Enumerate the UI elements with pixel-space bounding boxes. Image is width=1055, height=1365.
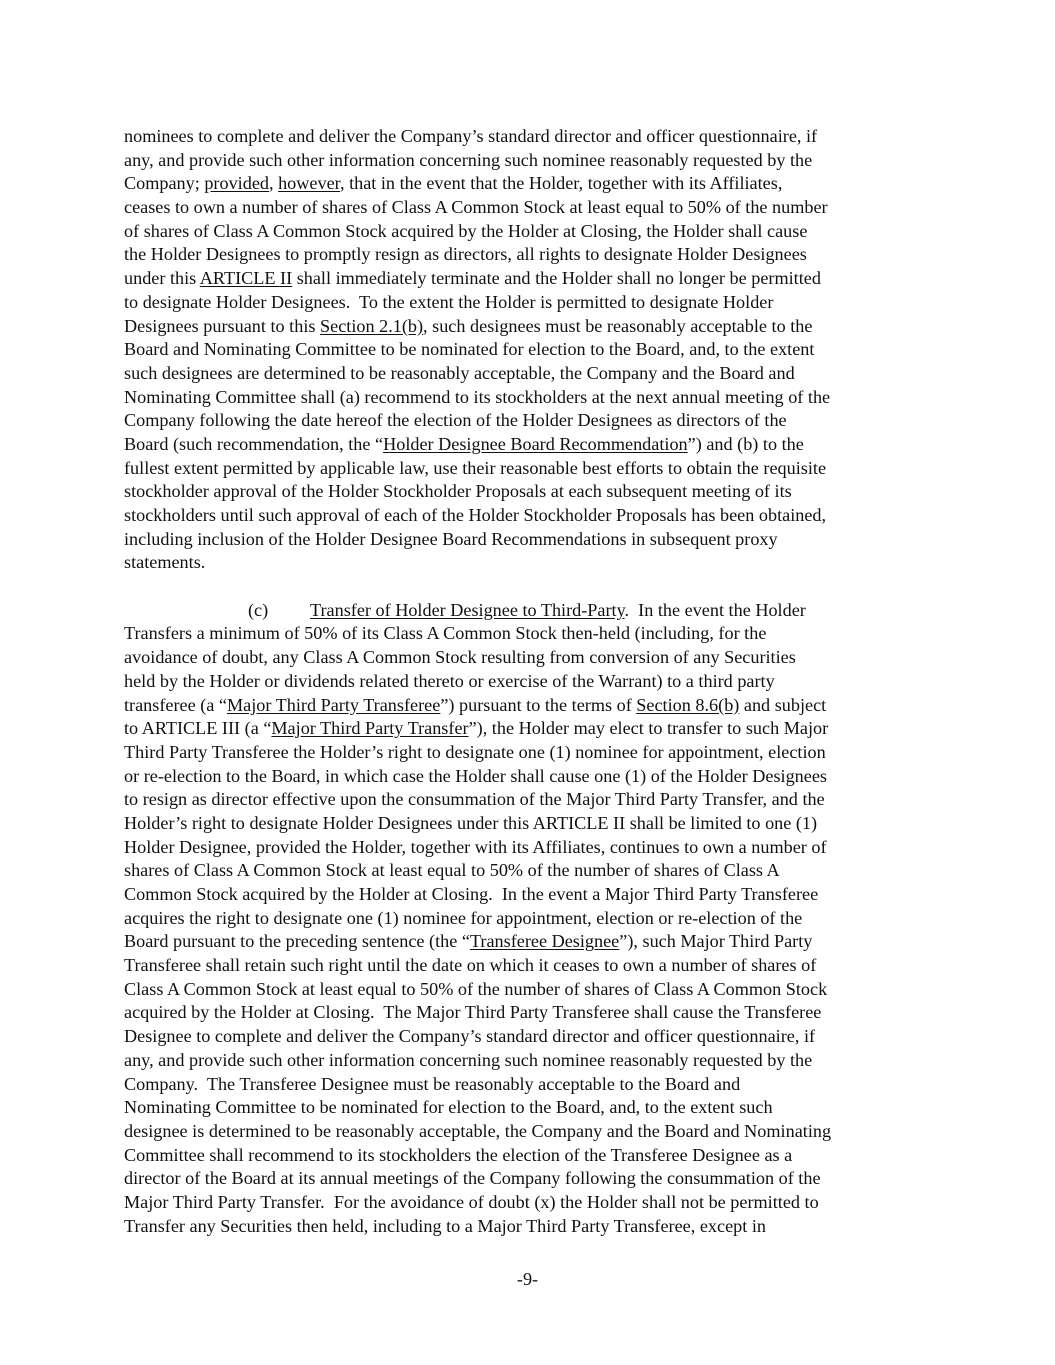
text-line: under this ARTICLE II shall immediately terminate and the Holder shall no longer be permitted (124, 268, 821, 289)
defined-term-transferee-designee: Transferee Designee (469, 931, 620, 952)
however-term: however (278, 173, 340, 194)
defined-term-major-third-party-transferee: Major Third Party Transferee (226, 694, 441, 715)
text-line: the Holder Designees to promptly resign as directors, all rights to designate Holder Designees (124, 244, 807, 265)
text-line: Board (such recommendation, the “Holder Designee Board Recommendation”) and (b) to the (124, 433, 804, 454)
text-line: of shares of Class A Common Stock acquired by the Holder at Closing, the Holder shall cause (124, 220, 808, 241)
paragraph-spacer (124, 575, 934, 599)
text-line: Designee to complete and deliver the Company’s standard director and officer questionnaire, if (124, 1026, 816, 1047)
text-line: nominees to complete and deliver the Company’s standard director and officer questionnaire, if (124, 126, 818, 146)
text-line: stockholders until such approval of each of the Holder Stockholder Proposals has been obtained, (124, 505, 827, 525)
text-line: including inclusion of the Holder Designee Board Recommendations in subsequent proxy (124, 528, 778, 549)
text-line: Board and Nominating Committee to be nominated for election to the Board, and, to the extent (124, 339, 815, 360)
text-line: to ARTICLE III (a “Major Third Party Transfer”), the Holder may elect to transfer to such Major (124, 718, 829, 739)
text-line: Transferee shall retain such right until the date on which it ceases to own a number of shares of (124, 955, 817, 976)
text-line: Board pursuant to the preceding sentence (the “Transferee Designee”), such Major Third Party (124, 931, 813, 952)
text-line: Common Stock acquired by the Holder at Closing. In the event a Major Third Party Transferee (124, 884, 819, 904)
text-line: Major Third Party Transfer. For the avoidance of doubt (x) the Holder shall not be permitted to (124, 1191, 819, 1212)
text-line: acquired by the Holder at Closing. The Major Third Party Transferee shall cause the Transferee (124, 1002, 822, 1023)
text-line: Transfer any Securities then held, including to a Major Third Party Transferee, except in (124, 1215, 766, 1236)
text-line: acquires the right to designate one (1) nominee for appointment, election or re-election of the (124, 907, 803, 928)
paragraph-b-continuation (124, 125, 934, 575)
text-line: ceases to own a number of shares of Class A Common Stock at least equal to 50% of the number (124, 197, 828, 218)
text-line: Class A Common Stock at least equal to 50% of the number of shares of Class A Common Stock (124, 978, 828, 999)
text-line: Company; provided, however, that in the event that the Holder, together with its Affiliates, (124, 173, 783, 194)
document-body (124, 125, 934, 1238)
text-line: Holder Designee, provided the Holder, together with its Affiliates, continues to own a number of (124, 836, 827, 857)
text-line: stockholder approval of the Holder Stockholder Proposals at each subsequent meeting of its (124, 481, 792, 502)
page-number: -9- (516, 1269, 539, 1289)
provided-term: provided (204, 173, 269, 194)
text-line: Designees pursuant to this Section 2.1(b), such designees must be reasonably acceptable to the (124, 315, 813, 336)
text-line: transferee (a “Major Third Party Transferee”) pursuant to the terms of Section 8.6(b) and subject (124, 694, 827, 715)
section-heading: Transfer of Holder Designee to Third-Party (310, 599, 625, 620)
defined-term-major-third-party-transfer: Major Third Party Transfer (271, 718, 469, 739)
text-line: any, and provide such other information concerning such nominee reasonably requested by the (124, 1049, 813, 1070)
text-line: Third Party Transferee the Holder’s right to designate one (1) nominee for appointment, election (124, 741, 826, 762)
text-line: Company following the date hereof the election of the Holder Designees as directors of the (124, 410, 787, 431)
text-line: any, and provide such other information concerning such nominee reasonably requested by the (124, 149, 813, 170)
text-line: or re-election to the Board, in which case the Holder shall cause one (1) of the Holder Designees (124, 765, 827, 786)
text-line: such designees are determined to be reasonably acceptable, the Company and the Board and (124, 362, 795, 383)
text-line: statements. (124, 552, 206, 573)
text-line: Holder’s right to designate Holder Designees under this ARTICLE II shall be limited to one (1) (124, 812, 818, 833)
text-line: to resign as director effective upon the consummation of the Major Third Party Transfer, and the (124, 789, 825, 810)
text-line: Committee shall recommend to its stockholders the election of the Transferee Designee as a (124, 1144, 793, 1165)
text-line: director of the Board at its annual meetings of the Company following the consummation of the (124, 1168, 821, 1189)
text-line: fullest extent permitted by applicable law, use their reasonable best efforts to obtain the requisite (124, 457, 827, 478)
text-line: (c) Transfer of Holder Designee to Third-Party. In the event the Holder (124, 599, 934, 623)
text-line: held by the Holder or dividends related thereto or exercise of the Warrant) to a third party (124, 670, 775, 691)
clause-marker: (c) (248, 599, 269, 620)
section-8-6-b-reference: Section 8.6(b) (636, 694, 740, 715)
text-line: to designate Holder Designees. To the extent the Holder is permitted to designate Holder (124, 291, 774, 312)
text-line: Nominating Committee to be nominated for election to the Board, and, to the extent such (124, 1097, 773, 1118)
text-line: avoidance of doubt, any Class A Common Stock resulting from conversion of any Securities (124, 647, 796, 668)
text-line: Company. The Transferee Designee must be reasonably acceptable to the Board and (124, 1073, 741, 1094)
text-line: designee is determined to be reasonably acceptable, the Company and the Board and Nominating (124, 1120, 832, 1141)
text-line: Transfers a minimum of 50% of its Class A Common Stock then-held (including, for the (124, 623, 767, 644)
paragraph-c (124, 599, 934, 1239)
defined-term-holder-designee-board-recommendation: Holder Designee Board Recommendation (383, 433, 688, 454)
section-2-1-b-reference: Section 2.1(b) (320, 315, 424, 336)
text-line: Nominating Committee shall (a) recommend to its stockholders at the next annual meeting of the (124, 386, 831, 407)
article-ii-reference: ARTICLE II (199, 268, 293, 289)
text-line: shares of Class A Common Stock at least equal to 50% of the number of shares of Class A (124, 860, 780, 881)
